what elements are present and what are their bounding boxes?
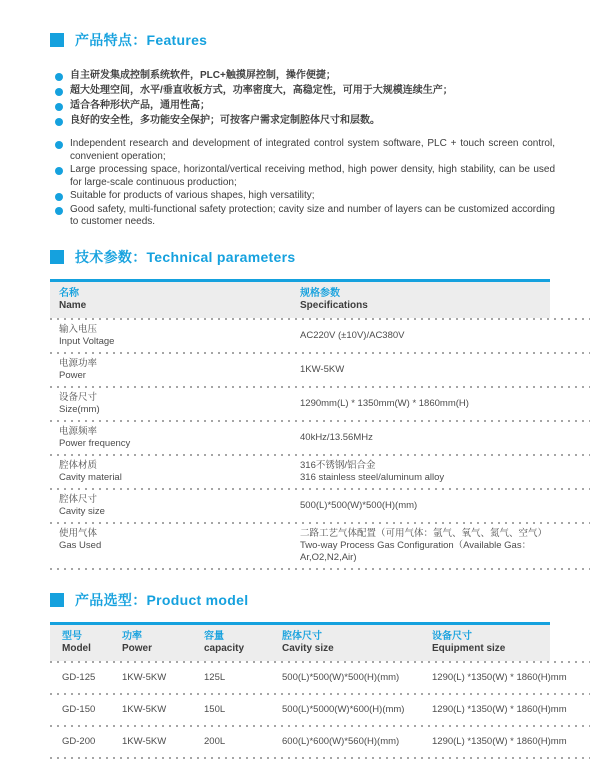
param-value-line: 500(L)*500(W)*500(H)(mm)	[300, 499, 418, 511]
column-header-capacity	[204, 630, 282, 655]
column-header-en: capacity	[204, 642, 245, 654]
param-name-en: Input Voltage	[59, 335, 115, 347]
table-row	[50, 320, 590, 352]
section-marker-icon	[50, 593, 64, 607]
param-value	[300, 426, 590, 450]
feature-text-cn: 良好的安全性，多功能安全保护；可按客户需求定制腔体尺寸和层数。	[70, 115, 380, 126]
power-cell: 1KW-5KW	[122, 672, 167, 683]
feature-text-en: Good safety, multi-functional safety protection; cavity size and number of layers can be customized according to customer needs.	[70, 203, 555, 227]
list-item	[55, 138, 555, 163]
column-header-cavity-size	[282, 630, 432, 655]
list-item	[55, 204, 555, 229]
param-name-en: Size(mm)	[59, 403, 100, 415]
product-model-table	[50, 622, 590, 759]
section-title-features: 产品特点：Features	[75, 32, 208, 48]
param-name-en: Cavity material	[59, 471, 122, 483]
capacity-cell: 200L	[204, 736, 226, 747]
param-value-line: 1290mm(L) * 1350mm(W) * 1860mm(H)	[300, 397, 469, 409]
column-header-name	[50, 287, 300, 312]
bullet-icon	[55, 167, 63, 175]
column-header-specifications	[300, 287, 550, 312]
param-value-line: 316不锈钢/铝合金	[300, 459, 376, 471]
section-marker-icon	[50, 250, 64, 264]
power-cell: 1KW-5KW	[122, 704, 167, 715]
section-header-features	[50, 30, 600, 50]
column-header-equipment-size	[432, 630, 550, 655]
column-header-cn: 规格参数	[300, 287, 340, 299]
param-value	[300, 528, 590, 564]
param-name-cn: 电源频率	[59, 425, 98, 437]
param-name	[50, 426, 300, 450]
param-name	[50, 392, 300, 416]
section-header-technical	[50, 247, 600, 267]
list-item	[55, 70, 555, 81]
table-row	[50, 490, 590, 522]
divider	[50, 568, 590, 570]
param-name-cn: 电源功率	[59, 357, 98, 369]
table-header-row	[50, 622, 550, 661]
table-row	[50, 727, 590, 757]
param-name-cn: 输入电压	[59, 323, 98, 335]
table-row	[50, 456, 590, 488]
param-name-cn: 腔体尺寸	[59, 493, 98, 505]
column-header-cn: 设备尺寸	[432, 630, 472, 642]
column-header-cn: 容量	[204, 630, 224, 642]
param-name	[50, 494, 300, 518]
param-name-en: Cavity size	[59, 505, 105, 517]
model-cell: GD-150	[62, 704, 96, 715]
equipment-size-cell: 1290(L) *1350(W) * 1860(H)mm	[432, 736, 567, 747]
section-title-technical: 技术参数：Technical parameters	[75, 248, 296, 265]
column-header-en: Name	[59, 299, 87, 311]
param-name-cn: 设备尺寸	[59, 391, 98, 403]
param-value	[300, 494, 590, 518]
model-cell: GD-200	[62, 736, 96, 747]
param-name-en: Gas Used	[59, 539, 102, 551]
technical-parameters-table	[50, 279, 590, 570]
feature-text-en: Suitable for products of various shapes, high versatility;	[70, 190, 315, 201]
column-header-en: Equipment size	[432, 642, 506, 654]
bullet-icon	[55, 193, 63, 201]
param-value	[300, 358, 590, 382]
table-row	[50, 422, 590, 454]
column-header-cn: 型号	[62, 630, 82, 642]
capacity-cell: 125L	[204, 672, 226, 683]
param-name	[50, 324, 300, 348]
param-name	[50, 528, 300, 564]
column-header-en: Power	[122, 642, 153, 654]
param-name-cn: 使用气体	[59, 527, 98, 539]
column-header-power	[122, 630, 204, 655]
features-list-cn	[55, 70, 555, 126]
bullet-icon	[55, 73, 63, 81]
features-list-en	[55, 138, 555, 229]
equipment-size-cell: 1290(L) *1350(W) * 1860(H)mm	[432, 704, 567, 715]
bullet-icon	[55, 207, 63, 215]
param-value-line: Two-way Process Gas Configuration（Available Gas：Ar,O2,N2,Air)	[300, 539, 532, 563]
equipment-size-cell: 1290(L) *1350(W) * 1860(H)mm	[432, 672, 567, 683]
param-name-en: Power frequency	[59, 437, 131, 449]
bullet-icon	[55, 88, 63, 96]
list-item	[55, 164, 555, 189]
feature-text-cn: 自主研发集成控制系统软件，PLC+触摸屏控制，操作便捷；	[70, 70, 336, 81]
param-value	[300, 460, 590, 484]
cavity-size-cell: 600(L)*600(W)*560(H)(mm)	[282, 736, 400, 747]
column-header-cn: 腔体尺寸	[282, 630, 322, 642]
column-header-en: Specifications	[300, 299, 368, 311]
list-item	[55, 100, 555, 111]
param-name-cn: 腔体材质	[59, 459, 98, 471]
model-cell: GD-125	[62, 672, 96, 683]
list-item	[55, 115, 555, 126]
bullet-icon	[55, 118, 63, 126]
cavity-size-cell: 500(L)*5000(W)*600(H)(mm)	[282, 704, 405, 715]
section-header-product-model	[50, 590, 600, 610]
param-value	[300, 392, 590, 416]
column-header-model	[50, 630, 122, 655]
param-value-line: 二路工艺气体配置（可用气体：氩气、氧气、氮气、空气）	[300, 527, 548, 539]
param-value-line: 40kHz/13.56MHz	[300, 431, 373, 443]
power-cell: 1KW-5KW	[122, 736, 167, 747]
feature-text-cn: 超大处理空间，水平/垂直收板方式，功率密度大，高稳定性，可用于大规模连续生产；	[70, 85, 453, 96]
table-row	[50, 388, 590, 420]
feature-text-en: Independent research and development of integrated control system software, PLC + touch screen control, convenient operation;	[70, 138, 555, 162]
column-header-cn: 名称	[59, 287, 79, 299]
column-header-en: Model	[62, 642, 91, 654]
bullet-icon	[55, 103, 63, 111]
param-name	[50, 358, 300, 382]
column-header-en: Cavity size	[282, 642, 334, 654]
table-header-row	[50, 279, 550, 318]
param-value-line: AC220V (±10V)/AC380V	[300, 329, 405, 341]
param-value-line: 316 stainless steel/aluminum alloy	[300, 471, 445, 483]
feature-text-en: Large processing space, horizontal/vertical receiving method, high power density, high stability, can be used for large-scale continuous production;	[70, 164, 555, 188]
param-name-en: Power	[59, 369, 86, 381]
capacity-cell: 150L	[204, 704, 226, 715]
column-header-cn: 功率	[122, 630, 142, 642]
param-value	[300, 324, 590, 348]
list-item	[55, 190, 555, 203]
param-value-line: 1KW-5KW	[300, 363, 345, 375]
list-item	[55, 85, 555, 96]
table-row	[50, 524, 590, 568]
section-title-product-model: 产品选型：Product model	[75, 591, 249, 608]
bullet-icon	[55, 141, 63, 149]
table-row	[50, 663, 590, 693]
cavity-size-cell: 500(L)*500(W)*500(H)(mm)	[282, 672, 400, 683]
param-name	[50, 460, 300, 484]
divider	[50, 757, 590, 759]
section-marker-icon	[50, 33, 64, 47]
table-row	[50, 695, 590, 725]
table-row	[50, 354, 590, 386]
feature-text-cn: 适合各种形状产品，通用性高；	[70, 100, 210, 111]
